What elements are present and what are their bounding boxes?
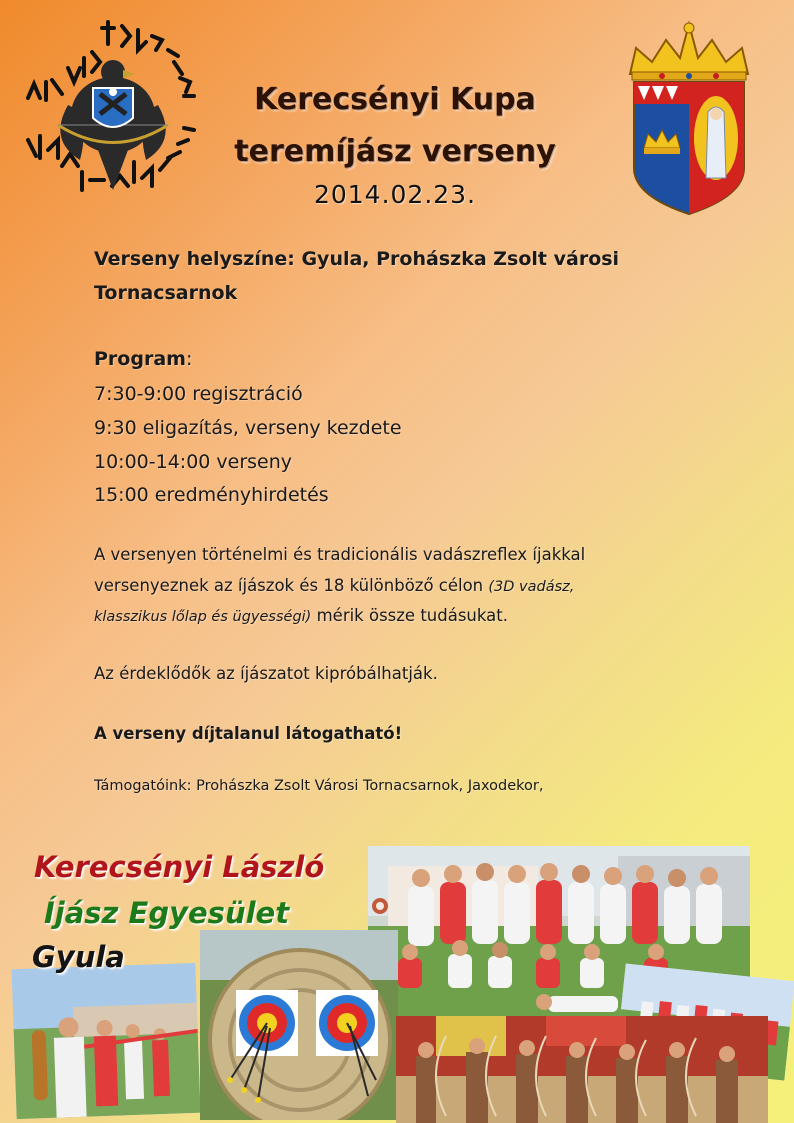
club-name-line3: Gyula [32, 940, 125, 974]
program-label: Program [94, 348, 186, 370]
program-item: 9:30 eligazítás, verseny kezdete [94, 417, 402, 439]
archers-left-photo [11, 963, 200, 1119]
poster-title-line2: teremíjász verseny [234, 134, 556, 169]
sponsors-text: Támogatóink: Prohászka Zsolt Városi Tornacsarnok, Jaxodekor, [94, 778, 544, 794]
target-photo [200, 930, 398, 1120]
description-line3-text: mérik össze tudásukat. [311, 606, 508, 625]
free-entry-text: A verseny díjtalanul látogatható! [94, 724, 403, 743]
club-name-line2: Íjász Egyesület [44, 896, 290, 930]
traditional-archers-photo [396, 1016, 768, 1123]
description-line2 [94, 576, 574, 595]
program-item: 10:00-14:00 verseny [94, 451, 293, 473]
venue-line1: Verseny helyszíne: Gyula, Prohászka Zsolt városi [94, 248, 620, 270]
coat-of-arms [622, 18, 756, 218]
description-line2-italic: (3D vadász, [488, 579, 575, 595]
poster-title-line1: Kerecsényi Kupa [254, 82, 536, 117]
poster-date: 2014.02.23. [313, 180, 477, 209]
description-line1: A versenyen történelmi és tradicionális vadászreflex íjakkal [94, 545, 586, 564]
program-heading [94, 348, 192, 370]
club-name-line1: Kerecsényi László [34, 850, 325, 884]
description-line2-text: versenyeznek az íjászok és 18 különböző célon [94, 576, 489, 595]
program-item: 15:00 eredményhirdetés [94, 484, 329, 506]
venue-line2: Tornacsarnok [94, 282, 238, 304]
description-line3-italic: klasszikus lőlap és ügyességi) [94, 609, 312, 625]
description-line3 [94, 606, 508, 625]
invite-text: Az érdeklődők az íjászatot kipróbálhatják. [94, 664, 438, 683]
program-item: 7:30-9:00 regisztráció [94, 383, 303, 405]
program-colon: : [185, 348, 193, 370]
club-logo [18, 10, 203, 210]
